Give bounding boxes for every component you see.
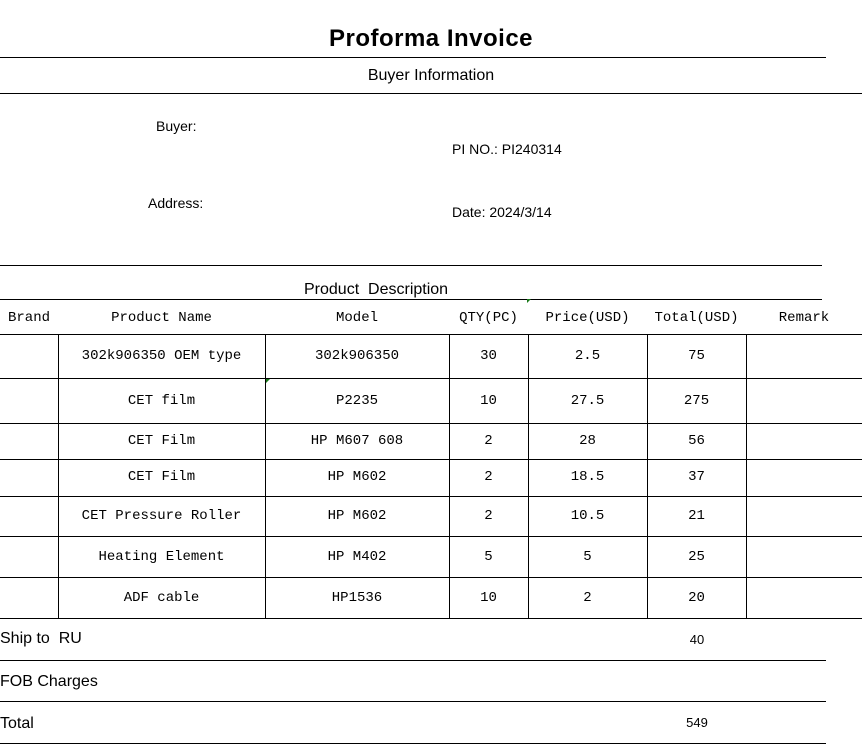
row-qty: 10 [480,590,497,606]
row-product-name: CET Film [127,433,196,449]
row-price: 10.5 [570,508,605,524]
row-product-name: 302k906350 OEM type [81,348,242,364]
row-model: HP M602 [327,469,387,485]
column-header-model: Model [335,310,378,326]
row-total: 37 [688,469,705,485]
table-border [0,618,862,619]
row-model: 302k906350 [314,348,399,364]
buyer-label: Buyer: [156,118,197,134]
column-header-qty: QTY(PC) [459,310,518,326]
row-price: 18.5 [570,469,605,485]
total-label: Total [0,715,34,732]
product-description-heading: Product Description [304,281,449,298]
divider [0,701,826,702]
row-price: 27.5 [570,393,605,409]
table-border [0,378,862,379]
ship-value: 40 [689,632,705,647]
row-price: 5 [583,549,592,565]
column-header-brand: Brand [7,310,50,326]
table-border [746,334,747,618]
row-model: HP1536 [331,590,383,606]
divider [0,743,826,744]
divider [0,299,822,300]
cell-comment-marker [527,299,531,303]
invoice-date: Date: 2024/3/14 [452,204,552,220]
row-total: 20 [688,590,705,606]
table-border [0,536,862,537]
row-total: 25 [688,549,705,565]
row-qty: 5 [484,549,493,565]
ship-to-label: Ship to RU [0,630,82,647]
row-qty: 2 [484,508,493,524]
row-model: P2235 [335,393,378,409]
row-qty: 30 [480,348,497,364]
table-border [0,459,862,460]
row-product-name: CET Film [127,469,196,485]
row-product-name: CET Pressure Roller [81,508,242,524]
row-product-name: CET film [127,393,196,409]
fob-charges-label: FOB Charges [0,673,98,690]
table-border [0,577,862,578]
column-header-total: Total(USD) [654,310,739,326]
row-total: 75 [688,348,705,364]
divider [0,265,822,266]
row-qty: 2 [484,469,493,485]
row-model: HP M602 [327,508,387,524]
cell-comment-marker [266,379,270,383]
divider [0,660,826,661]
column-header-price: Price(USD) [545,310,630,326]
row-model: HP M607 608 [310,433,404,449]
buyer-info-heading: Buyer Information [367,67,495,84]
row-total: 275 [683,393,710,409]
table-border [0,334,862,335]
column-header-remark: Remark [778,310,830,326]
divider [0,93,862,94]
page-title: Proforma Invoice [328,25,534,52]
row-total: 56 [688,433,705,449]
address-label: Address: [148,195,204,211]
total-value: 549 [686,715,708,730]
pi-number: PI NO.: PI240314 [452,141,562,157]
row-product-name: Heating Element [98,549,225,565]
row-total: 21 [688,508,705,524]
row-product-name: ADF cable [123,590,200,606]
row-qty: 10 [480,393,497,409]
row-price: 2 [583,590,592,606]
row-price: 2.5 [574,348,601,364]
table-border [0,496,862,497]
column-header-product-name: Product Name [111,310,212,326]
row-qty: 2 [484,433,493,449]
divider [0,57,826,58]
table-border [0,423,862,424]
row-model: HP M402 [327,549,387,565]
row-price: 28 [579,433,596,449]
